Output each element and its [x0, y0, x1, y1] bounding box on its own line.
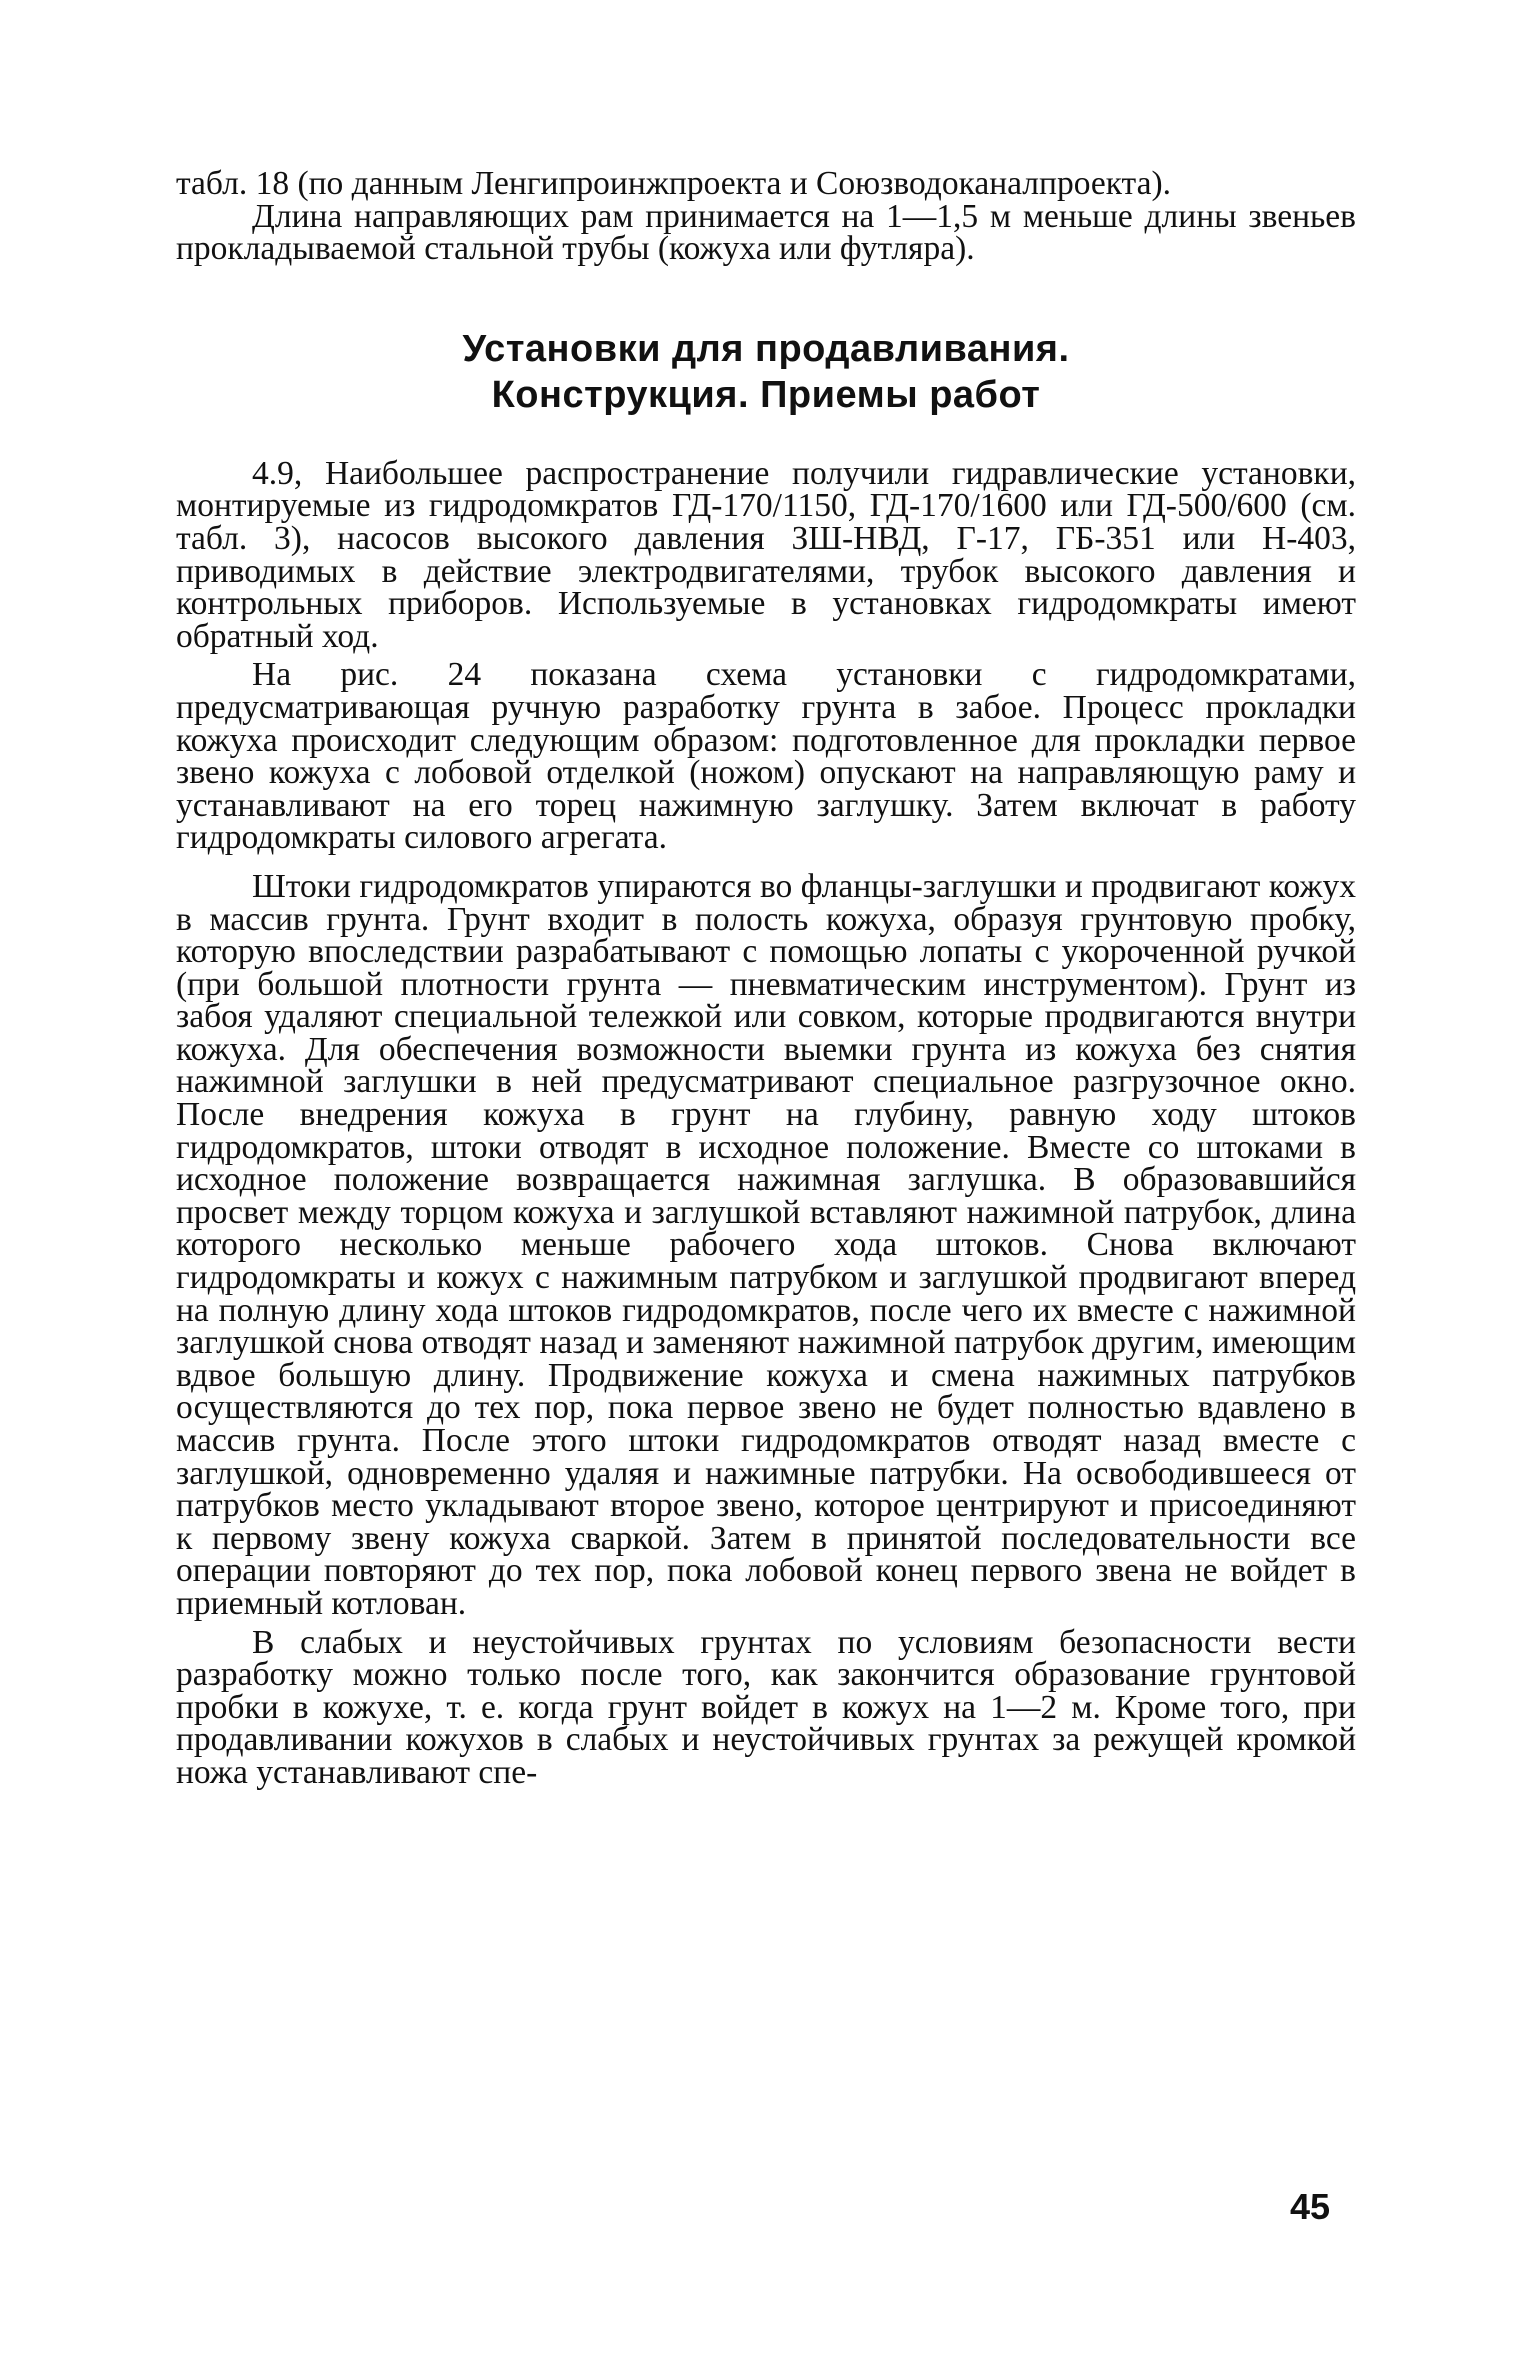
paragraph-jacking-process: Штоки гидродомкратов упираются во фланцы-заглушки и продвигают кожух в массив грунта. Грунт входит в полость кожуха, образуя грунтовую пробку, которую впоследствии разрабатывают с помощью лопаты с укороченной ручкой (при большой плотности грунта — пневматическим инструментом). Грунт из забоя удаляют специальной тележкой или совком, которые продвигаются внутри кожуха. Для обеспечения возможности выемки грунта из кожуха без снятия нажимной заглушки в ней предусматривают специальное разгрузочное окно. После внедрения кожуха в грунт на глубину, равную ходу штоков гидродомкратов, штоки отводят в исходное положение. Вместе со штоками в исходное положение возвращается нажимная заглушка. В образовавшийся просвет между торцом кожуха и заглушкой вставляют нажимной патрубок, длина которого несколько меньше рабочего хода штоков. Снова включают гидродомкраты и кожух с нажимным патрубком и заглушкой продвигают вперед на полную длину хода штоков гидродомкратов, после чего их вместе с нажимной заглушкой снова отводят назад и заменяют нажимной патрубок другим, имеющим вдвое большую длину. Продвижение кожуха и смена нажимных патрубков осуществляются до тех пор, пока первое звено не будет полностью вдавлено в массив грунта. После этого штоки гидродомкратов отводят назад вместе с заглушкой, одновременно удаляя и нажимные патрубки. На освободившееся от патрубков место укладывают второе звено, которое центрируют и присоединяют к первому звену кожуха сваркой. Затем в принятой последовательности все операции повторяют до тех пор, пока лобовой конец первого звена не войдет в приемный котлован.	[176, 867, 1356, 1622]
paragraph-weak-soils: В слабых и неустойчивых грунтах по условиям безопасности вести разработку можно только после того, как закончится образование грунтовой пробки в кожухе, т. е. когда грунт войдет в кожух на 1—2 м. Кроме того, при продавливании кожухов в слабых и неустойчивых грунтах за режущей кромкой ножа устанавливают спе-	[176, 1623, 1356, 1791]
section-heading-line-1: Установки для продавливания.	[462, 327, 1070, 370]
intro-paragraph-1: табл. 18 (по данным Ленгипроинжпроекта и Союзводоканалпроекта).	[176, 165, 1172, 202]
section-heading-line-2: Конструкция. Приемы работ	[491, 373, 1041, 416]
paragraph-fig-24: На рис. 24 показана схема установки с гидродомкратами, предусматривающая ручную разработку грунта в забое. Процесс прокладки кожуха происходит следующим образом: подготовленное для прокладки первое звено кожуха с лобовой отделкой (ножом) опускают на направляющую раму и устанавливают на его торец нажимную заглушку. Затем включат в работу гидродомкраты силового агрегата.	[176, 656, 1356, 857]
page-number: 45	[1290, 2186, 1331, 2227]
page-body	[176, 165, 1356, 1791]
section-heading	[176, 326, 1356, 418]
paragraph-4-9: 4.9, Наибольшее распространение получили гидравлические установки, монтируемые из гидродомкратов ГД-170/1150, ГД-170/1600 или ГД-500/600 (см. табл. 3), насосов высокого давления ЗШ-НВД, Г-17, ГБ-351 или Н-403, приводимых в действие электродвигателями, трубок высокого давления и контрольных приборов. Используемые в установках гидродомкраты имеют обратный ход.	[176, 454, 1356, 655]
intro-paragraph-2: Длина направляющих рам принимается на 1—1,5 м меньше длины звеньев прокладываемой стальной трубы (кожуха или футляра).	[176, 197, 1356, 268]
